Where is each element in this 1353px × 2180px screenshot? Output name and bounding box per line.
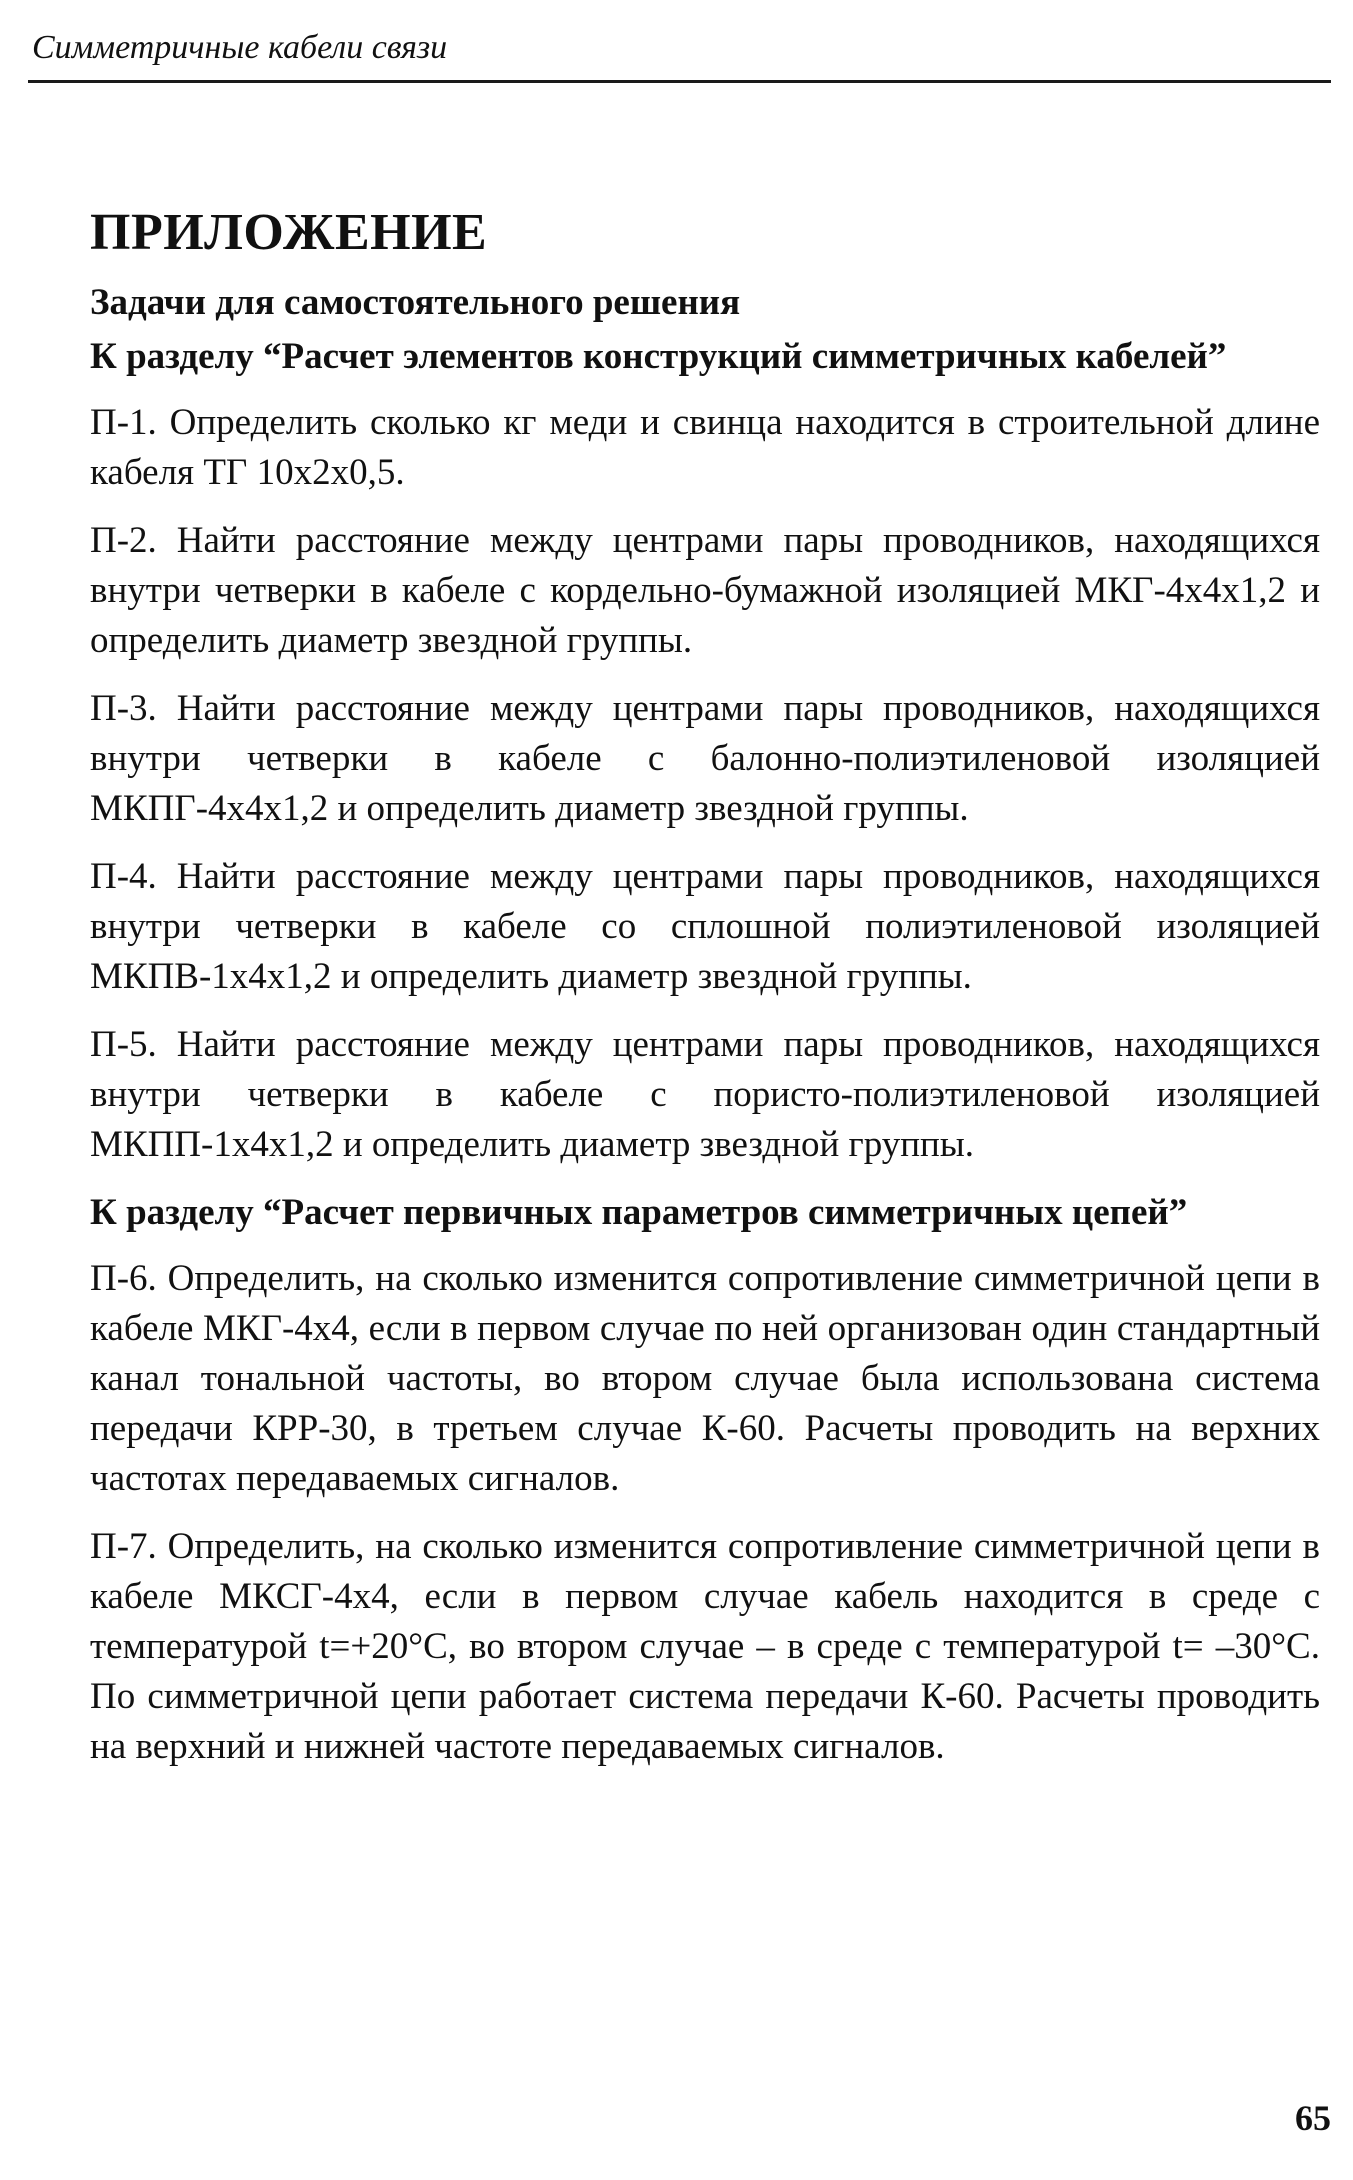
header-rule — [28, 80, 1331, 83]
problem-p5: П-5. Найти расстояние между центрами пары проводников, находящихся внутри четверки в кабеле с пористо-полиэтиленовой изоляцией МКПП-1х4х1,2 и определить диаметр звездной группы. — [90, 1024, 1320, 1165]
running-head: Симметричные кабели связи — [32, 29, 448, 66]
problem-p1: П-1. Определить сколько кг меди и свинца находится в строительной длине кабеля ТГ 10х2х0,5. — [90, 402, 1320, 493]
appendix-title: ПРИЛОЖЕНИЕ — [90, 204, 488, 261]
problem-p4: П-4. Найти расстояние между центрами пары проводников, находящихся внутри четверки в кабеле со сплошной полиэтиленовой изоляцией МКПВ-1х4х1,2 и определить диаметр звездной группы. — [90, 856, 1320, 997]
page-number: 65 — [1295, 2098, 1331, 2138]
page-body — [90, 200, 1320, 1790]
problem-p3: П-3. Найти расстояние между центрами пары проводников, находящихся внутри четверки в кабеле с балонно-полиэтиленовой изоляцией МКПГ-4х4х1,2 и определить диаметр звездной группы. — [90, 688, 1320, 829]
subtitle: Задачи для самостоятельного решения — [90, 282, 741, 323]
problem-p6: П-6. Определить, на сколько изменится сопротивление симметричной цепи в кабеле МКГ-4х4, если в первом случае по ней организован один стандартный канал тональной частоты, во втором случае была использована система передачи КРР-30, в третьем случае К-60. Расчеты проводить на верхних частотах передаваемых сигналов. — [90, 1258, 1320, 1499]
problem-p2: П-2. Найти расстояние между центрами пары проводников, находящихся внутри четверки в кабеле с кордельно-бумажной изоляцией МКГ-4х4х1,2 и определить диаметр звездной группы. — [90, 520, 1320, 661]
section-heading-construction: К разделу “Расчет элементов конструкций симметричных кабелей” — [90, 336, 1227, 377]
section-heading-primary-params: К разделу “Расчет первичных параметров симметричных цепей” — [90, 1192, 1188, 1233]
problem-p7: П-7. Определить, на сколько изменится сопротивление симметричной цепи в кабеле МКСГ-4х4, если в первом случае кабель находится в среде с температурой t=+20°С, во втором случае – в среде с температурой t= –30°С. По симметричной цепи работает система передачи К-60. Расчеты проводить на верхний и нижней частоте передаваемых сигналов. — [90, 1526, 1320, 1767]
